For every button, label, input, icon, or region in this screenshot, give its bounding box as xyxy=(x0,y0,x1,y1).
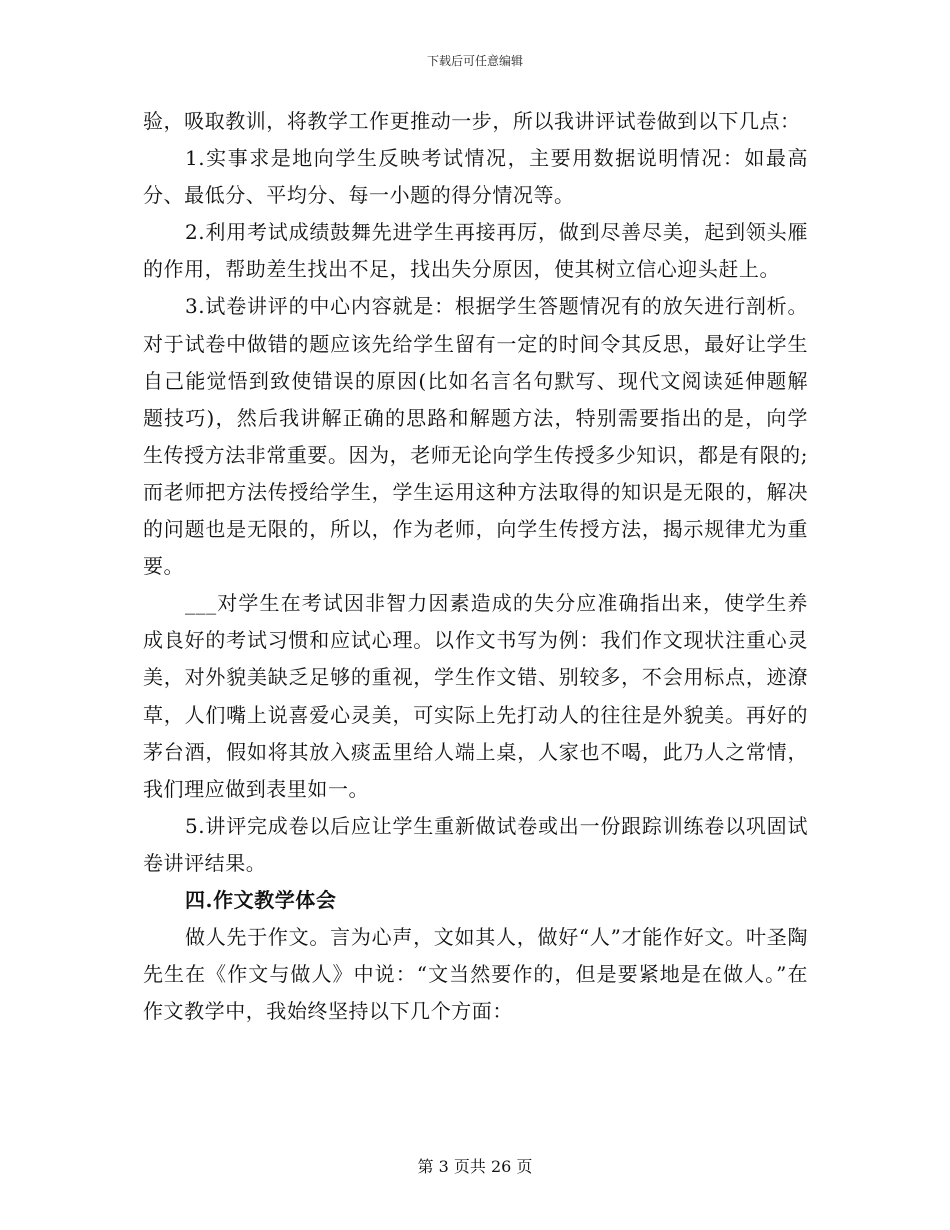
paragraph-point-1: 1.实事求是地向学生反映考试情况，主要用数据说明情况：如最高分、最低分、平均分、每一小题的得分情况等。 xyxy=(143,146,808,208)
paragraph-continuation: 验，吸取教训，将教学工作更推动一步，所以我讲评试卷做到以下几点： xyxy=(143,109,801,133)
page-number: 第 3 页共 26 页 xyxy=(417,1157,533,1176)
section-heading: 四.作文教学体会 xyxy=(185,887,337,912)
document-body xyxy=(143,103,808,1030)
paragraph-point-2: 2.利用考试成绩鼓舞先进学生再接再厉，做到尽善尽美，起到领头雁的作用，帮助差生找出不足，找出失分原因，使其树立信心迎头赶上。 xyxy=(143,220,808,282)
paragraph-point-5: 5.讲评完成卷以后应让学生重新做试卷或出一份跟踪训练卷以巩固试卷讲评结果。 xyxy=(143,813,808,875)
paragraph-point-4: ___对学生在考试因非智力因素造成的失分应准确指出来，使学生养成良好的考试习惯和应试心理。以作文书写为例：我们作文现状注重心灵美，对外貌美缺乏足够的重视，学生作文错、别较多，不会用标点，迹潦草，人们嘴上说喜爱心灵美，可实际上先打动人的往往是外貌美。再好的茅台酒，假如将其放入痰盂里给人端上桌，人家也不喝，此乃人之常情，我们理应做到表里如一。 xyxy=(143,591,808,801)
paragraph-writing-teaching: 做人先于作文。言为心声，文如其人，做好“人”才能作好文。叶圣陶先生在《作文与做人》中说：“文当然要作的，但是要紧地是在做人。”在作文教学中，我始终坚持以下几个方面： xyxy=(143,925,808,1024)
paragraph-point-3: 3.试卷讲评的中心内容就是：根据学生答题情况有的放矢进行剖析。对于试卷中做错的题应该先给学生留有一定的时间令其反思，最好让学生自己能觉悟到致使错误的原因(比如名言名句默写、现代文阅读延伸题解题技巧)，然后我讲解正确的思路和解题方法，特别需要指出的是，向学生传授方法非常重要。因为，老师无论向学生传授多少知识，都是有限的;而老师把方法传授给学生，学生运用这种方法取得的知识是无限的，解决的问题也是无限的，所以，作为老师，向学生传授方法，揭示规律尤为重要。 xyxy=(143,294,808,579)
page-header: 下载后可任意编辑 xyxy=(426,54,523,68)
